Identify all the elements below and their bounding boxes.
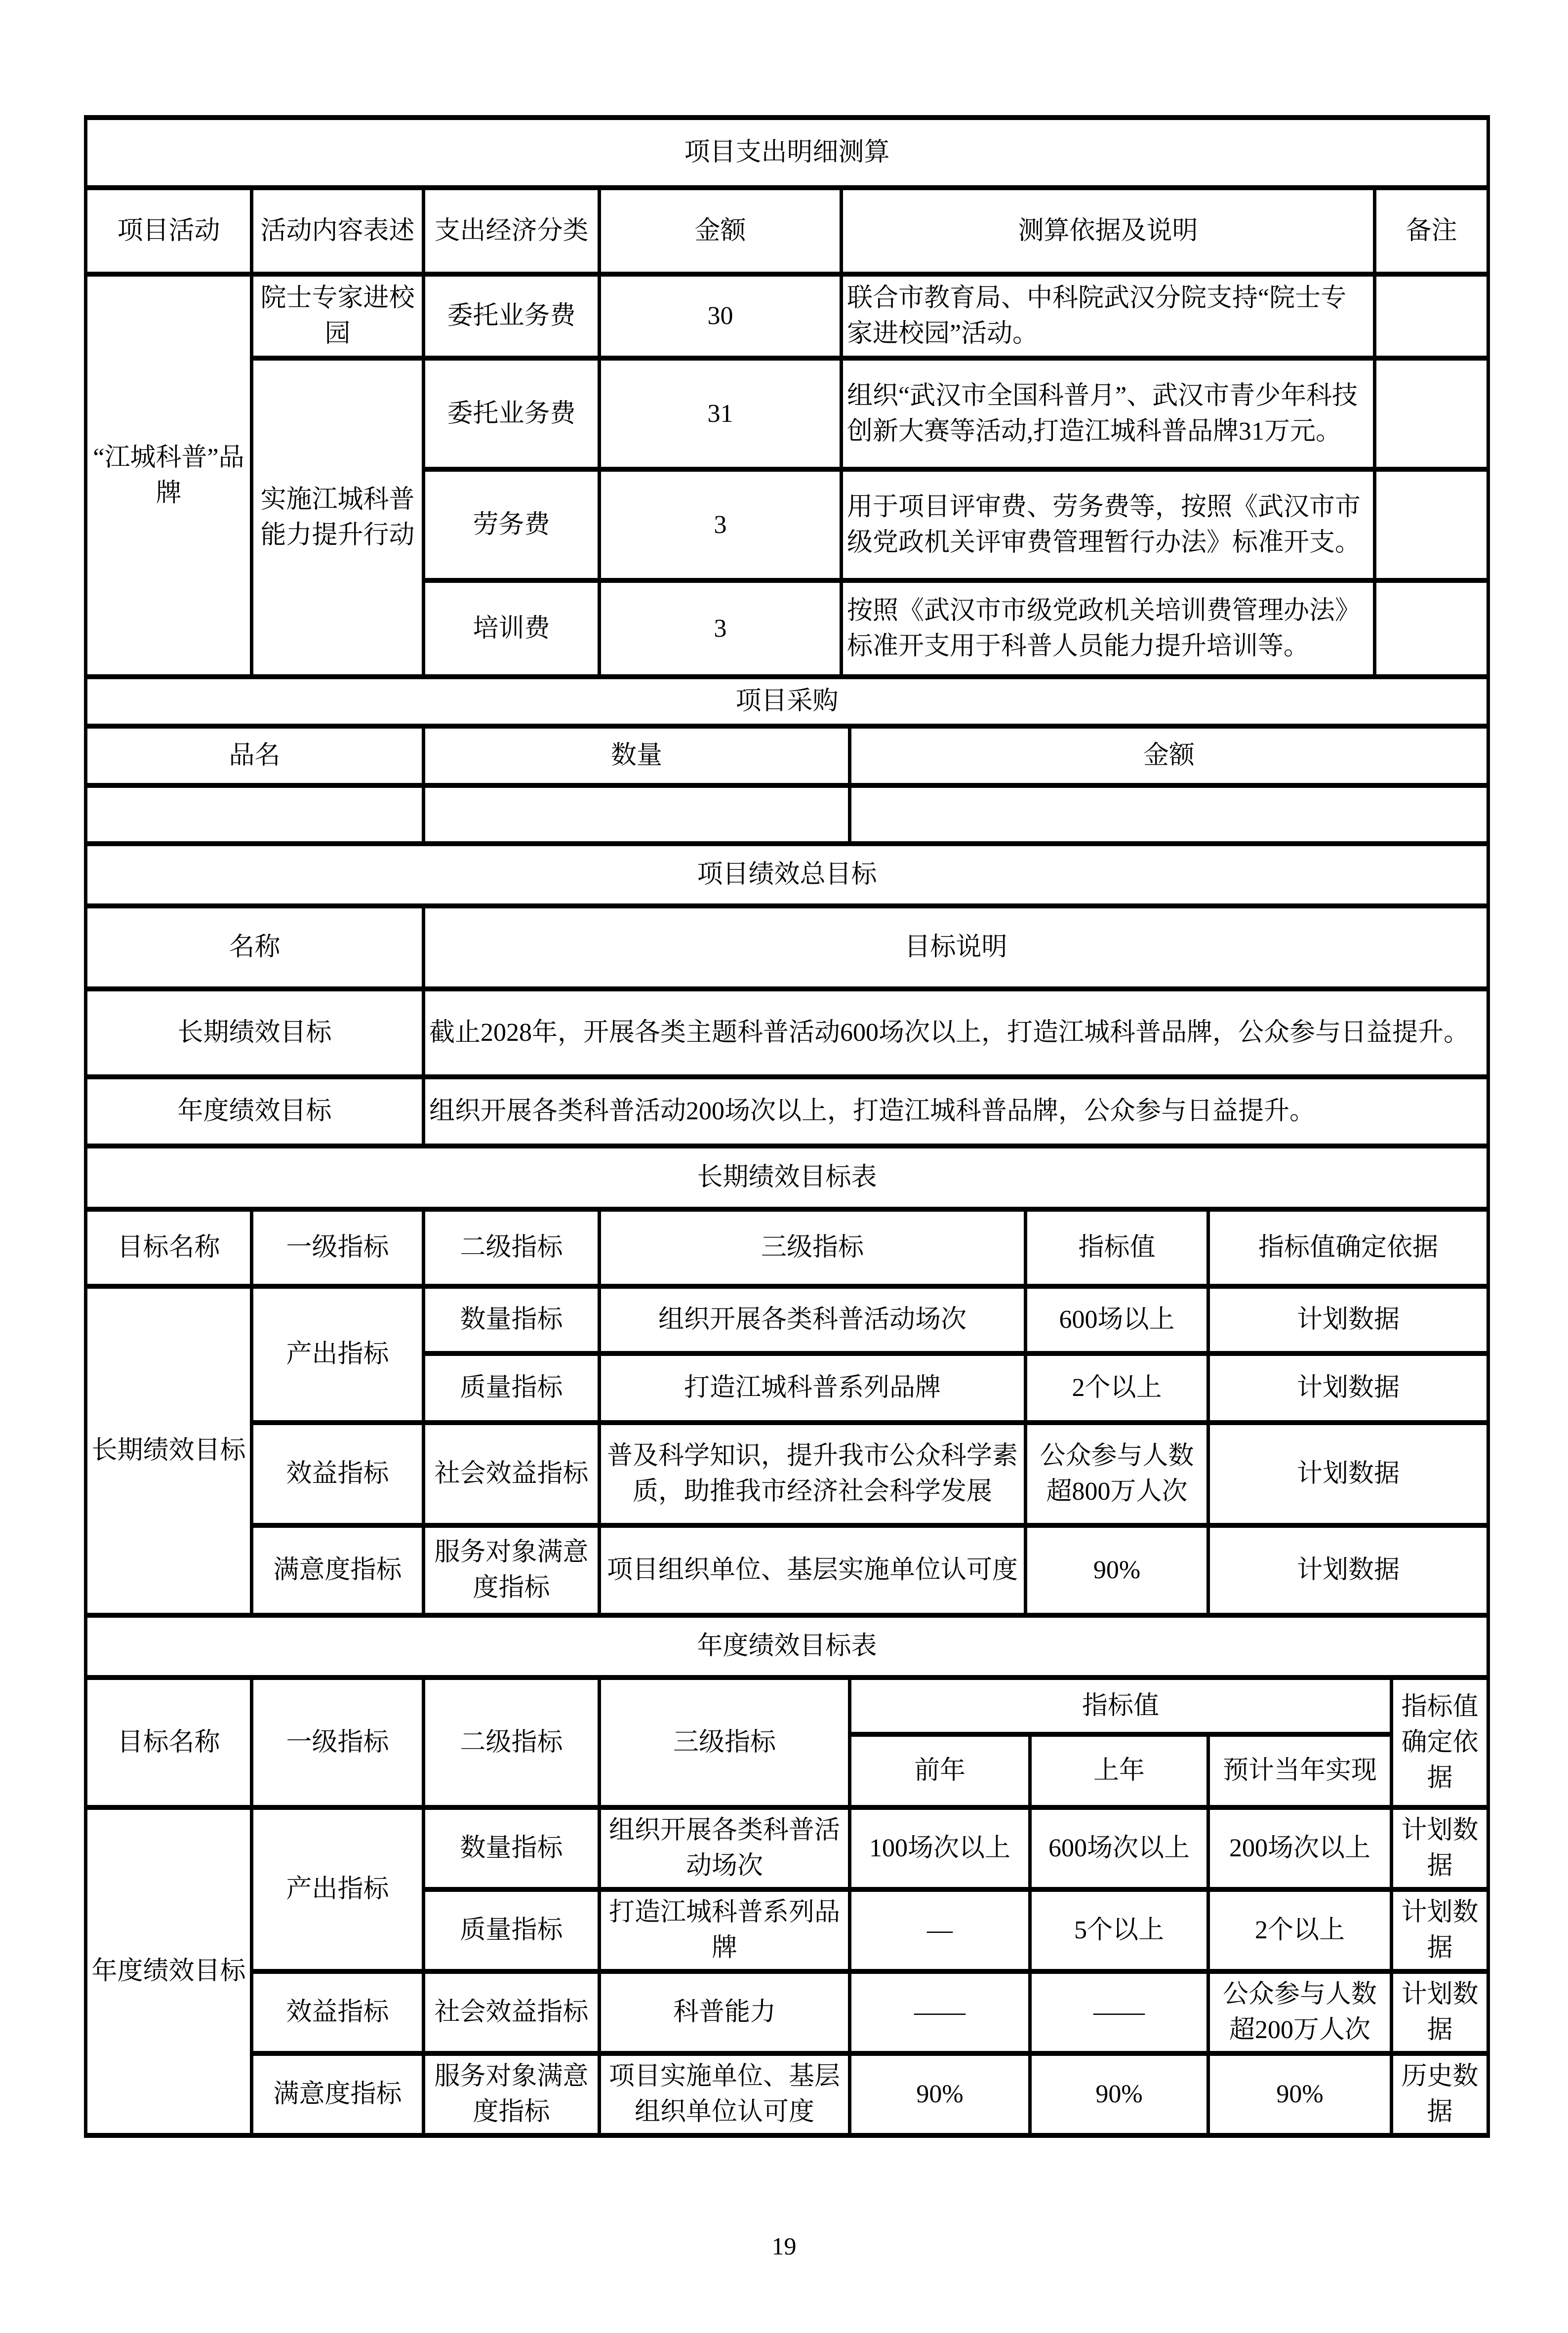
cell-amount: 3	[600, 580, 842, 677]
table-row	[86, 677, 1488, 726]
cell-amount: 3	[600, 469, 842, 580]
cell-value-basis: 计划数据	[1208, 1286, 1488, 1353]
cell-value: 600场以上	[1026, 1286, 1208, 1353]
cell-remark	[1375, 274, 1488, 358]
table-row	[86, 1146, 1488, 1209]
cell-remark	[1375, 358, 1488, 469]
table-row	[86, 1971, 1488, 2053]
table-row	[86, 1423, 1488, 1525]
table-row	[86, 1286, 1488, 1353]
cell-amount: 30	[600, 274, 842, 358]
col-header-name: 名称	[86, 906, 424, 989]
cell-prev2: 100场次以上	[850, 1807, 1030, 1889]
cell-project-activity: “江城科普”品牌	[86, 274, 252, 677]
cell-content: 实施江城科普能力提升行动	[252, 358, 424, 677]
overall-goal-table-title: 项目绩效总目标	[86, 844, 1488, 906]
cell-level1: 效益指标	[252, 1971, 424, 2053]
cell-value: 2个以上	[1026, 1353, 1208, 1423]
cell-current: 2个以上	[1208, 1889, 1392, 1971]
col-header-prev2: 前年	[850, 1734, 1030, 1807]
cell-remark	[1375, 469, 1488, 580]
col-header-level3: 三级指标	[600, 1678, 850, 1807]
col-header-level2: 二级指标	[424, 1678, 600, 1807]
cell-level2: 质量指标	[424, 1889, 600, 1971]
document-page	[0, 115, 1568, 2333]
col-header-value: 指标值	[1026, 1209, 1208, 1286]
cell-level1: 产出指标	[252, 1286, 424, 1423]
cell-prev1: 90%	[1030, 2053, 1208, 2135]
col-header-value-basis: 指标值确定依据	[1392, 1678, 1488, 1807]
col-header-level1: 一级指标	[252, 1678, 424, 1807]
col-header-value-basis: 指标值确定依据	[1208, 1209, 1488, 1286]
cell-remark	[1375, 580, 1488, 677]
cell-value-basis: 计划数据	[1392, 1971, 1488, 2053]
cell-goal-name: 长期绩效目标	[86, 989, 424, 1077]
col-header-level2: 二级指标	[424, 1209, 600, 1286]
table-row	[86, 844, 1488, 906]
col-header-amount: 金额	[850, 726, 1488, 785]
cell-level2: 服务对象满意度指标	[424, 1525, 600, 1615]
cell-level2: 质量指标	[424, 1353, 600, 1423]
cell-current: 公众参与人数超200万人次	[1208, 1971, 1392, 2053]
cell-basis: 用于项目评审费、劳务费等，按照《武汉市市级党政机关评审费管理暂行办法》标准开支。	[842, 469, 1375, 580]
cell-amount: 31	[600, 358, 842, 469]
cell-prev2: —	[850, 1889, 1030, 1971]
cell-category: 委托业务费	[424, 358, 600, 469]
cell-level3: 打造江城科普系列品牌	[600, 1353, 1026, 1423]
col-header-level3: 三级指标	[600, 1209, 1026, 1286]
col-header-activity: 项目活动	[86, 188, 252, 274]
table-row	[86, 989, 1488, 1077]
col-header-current: 预计当年实现	[1208, 1734, 1392, 1807]
cell-prev1: 5个以上	[1030, 1889, 1208, 1971]
table-row	[86, 906, 1488, 989]
cell-category: 劳务费	[424, 469, 600, 580]
table-row	[86, 1678, 1488, 1734]
annual-goal-table-title: 年度绩效目标表	[86, 1615, 1488, 1678]
col-header-remark: 备注	[1375, 188, 1488, 274]
cell-level3: 项目组织单位、基层实施单位认可度	[600, 1525, 1026, 1615]
cell-level2: 社会效益指标	[424, 1971, 600, 2053]
cell-content: 院士专家进校园	[252, 274, 424, 358]
overall-goal-table	[84, 841, 1490, 1148]
table-row	[86, 1615, 1488, 1678]
cell-level2: 数量指标	[424, 1807, 600, 1889]
cell-basis: 按照《武汉市市级党政机关培训费管理办法》标准开支用于科普人员能力提升培训等。	[842, 580, 1375, 677]
cell-level1: 效益指标	[252, 1423, 424, 1525]
table-row	[86, 358, 1488, 469]
table-row	[86, 274, 1488, 358]
table-row	[86, 726, 1488, 785]
col-header-content: 活动内容表述	[252, 188, 424, 274]
expenditure-table-title: 项目支出明细测算	[86, 118, 1488, 188]
cell-goal-name: 年度绩效目标	[86, 1807, 252, 2135]
cell-level2: 社会效益指标	[424, 1423, 600, 1525]
table-row	[86, 785, 1488, 844]
cell-value-basis: 计划数据	[1208, 1525, 1488, 1615]
table-row	[86, 118, 1488, 188]
cell-basis: 组织“武汉市全国科普月”、武汉市青少年科技创新大赛等活动,打造江城科普品牌31万元。	[842, 358, 1375, 469]
page-number: 19	[771, 2232, 797, 2260]
cell-level1: 产出指标	[252, 1807, 424, 1971]
table-row	[86, 2053, 1488, 2135]
cell-current: 90%	[1208, 2053, 1392, 2135]
cell-level2: 数量指标	[424, 1286, 600, 1353]
cell-level3: 组织开展各类科普活动场次	[600, 1286, 1026, 1353]
col-header-prev1: 上年	[1030, 1734, 1208, 1807]
cell-level3: 项目实施单位、基层组织单位认可度	[600, 2053, 850, 2135]
cell-amount	[850, 785, 1488, 844]
cell-basis: 联合市教育局、中科院武汉分院支持“院士专家进校园”活动。	[842, 274, 1375, 358]
table-row	[86, 188, 1488, 274]
cell-prev2: ——	[850, 1971, 1030, 2053]
cell-quantity	[424, 785, 850, 844]
col-header-quantity: 数量	[424, 726, 850, 785]
table-row	[86, 1209, 1488, 1286]
col-header-goal-name: 目标名称	[86, 1678, 252, 1807]
procurement-table-title: 项目采购	[86, 677, 1488, 726]
procurement-table	[84, 674, 1490, 846]
cell-value-basis: 计划数据	[1208, 1353, 1488, 1423]
cell-level3: 普及科学知识，提升我市公众科学素质，助推我市经济社会科学发展	[600, 1423, 1026, 1525]
cell-item	[86, 785, 424, 844]
cell-category: 培训费	[424, 580, 600, 677]
cell-level3: 科普能力	[600, 1971, 850, 2053]
col-header-goal-name: 目标名称	[86, 1209, 252, 1286]
cell-goal-name: 年度绩效目标	[86, 1077, 424, 1146]
cell-prev1: ——	[1030, 1971, 1208, 2053]
col-header-description: 目标说明	[424, 906, 1488, 989]
cell-value-basis: 计划数据	[1392, 1889, 1488, 1971]
cell-level2: 服务对象满意度指标	[424, 2053, 600, 2135]
cell-value-basis: 计划数据	[1208, 1423, 1488, 1525]
cell-current: 200场次以上	[1208, 1807, 1392, 1889]
col-header-basis: 测算依据及说明	[842, 188, 1375, 274]
col-header-level1: 一级指标	[252, 1209, 424, 1286]
cell-prev2: 90%	[850, 2053, 1030, 2135]
col-header-amount: 金额	[600, 188, 842, 274]
cell-level1: 满意度指标	[252, 1525, 424, 1615]
longterm-goal-table-title: 长期绩效目标表	[86, 1146, 1488, 1209]
cell-category: 委托业务费	[424, 274, 600, 358]
table-row	[86, 1525, 1488, 1615]
longterm-goal-table	[84, 1144, 1490, 1618]
col-header-value-group: 指标值	[850, 1678, 1392, 1734]
cell-goal-description: 截止2028年，开展各类主题科普活动600场次以上，打造江城科普品牌，公众参与日益提升。	[424, 989, 1488, 1077]
expenditure-table	[84, 115, 1490, 679]
cell-prev1: 600场次以上	[1030, 1807, 1208, 1889]
table-row	[86, 1077, 1488, 1146]
cell-level3: 组织开展各类科普活动场次	[600, 1807, 850, 1889]
col-header-category: 支出经济分类	[424, 188, 600, 274]
cell-value-basis: 计划数据	[1392, 1807, 1488, 1889]
cell-level1: 满意度指标	[252, 2053, 424, 2135]
cell-level3: 打造江城科普系列品牌	[600, 1889, 850, 1971]
cell-value: 90%	[1026, 1525, 1208, 1615]
cell-value: 公众参与人数超800万人次	[1026, 1423, 1208, 1525]
cell-goal-name: 长期绩效目标	[86, 1286, 252, 1615]
table-row	[86, 1807, 1488, 1889]
annual-goal-table	[84, 1613, 1490, 2138]
cell-goal-description: 组织开展各类科普活动200场次以上，打造江城科普品牌，公众参与日益提升。	[424, 1077, 1488, 1146]
cell-value-basis: 历史数据	[1392, 2053, 1488, 2135]
col-header-item: 品名	[86, 726, 424, 785]
